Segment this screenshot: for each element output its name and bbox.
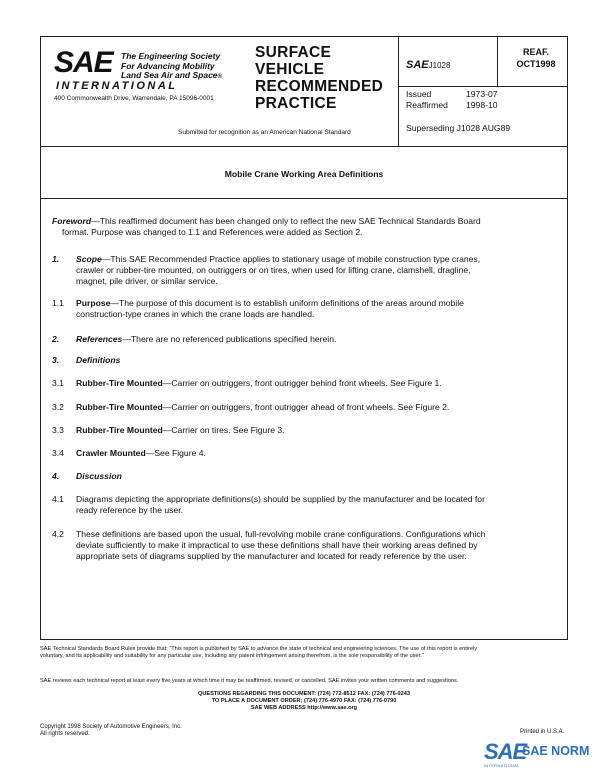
foreword-label: Foreword xyxy=(52,216,92,226)
section-number: 4. xyxy=(52,471,60,481)
issued-value: 1973-07 xyxy=(466,89,498,99)
section-number: 3.4 xyxy=(52,448,64,458)
printed-in: Printed in U.S.A. xyxy=(520,729,565,735)
section-text: —This SAE Recommended Practice applies to stationary usage of mobile construction type cranes, xyxy=(101,254,481,264)
section-number: 3.1 xyxy=(52,378,64,388)
discussion-item xyxy=(76,529,485,562)
section-text: —Carrier on outriggers, front outrigger ahead of front wheels. See Figure 2. xyxy=(162,402,450,412)
international-label: INTERNATIONAL xyxy=(56,80,178,92)
section-label: Rubber-Tire Mounted xyxy=(76,378,163,388)
section-number: 3. xyxy=(52,355,60,365)
section-label: References xyxy=(76,334,123,344)
foreword-dash: — xyxy=(91,216,100,226)
title-divider xyxy=(40,198,568,199)
header-divider xyxy=(40,146,568,147)
order-line: TO PLACE A DOCUMENT ORDER; (724) 776-4970 FAX: (724) 776-0790 xyxy=(211,698,397,704)
section-number: 4.1 xyxy=(52,494,64,504)
section-text: —There are no referenced publications specified herein. xyxy=(122,334,337,344)
document-title: Mobile Crane Working Area Definitions xyxy=(224,169,384,179)
section-discussion: Discussion xyxy=(76,471,122,481)
section-number: 2. xyxy=(52,334,60,344)
section-label: Purpose xyxy=(76,298,111,308)
section-text: These definitions are based upon the usual, full-revolving mobile crane configurations. Configurations which xyxy=(76,529,486,539)
sae-norm-watermark xyxy=(484,741,596,769)
policy-notice xyxy=(40,646,570,660)
definition-item xyxy=(76,448,206,459)
tagline-line: Land Sea Air and Space xyxy=(121,70,218,80)
section-references xyxy=(76,334,336,345)
copyright-block xyxy=(40,724,182,738)
section-text: ready reference by the user. xyxy=(76,505,184,515)
section-text: crawler or rubber-tire mounted, on outriggers or on tires, when used for lifting crane, clamshell, dragline, xyxy=(76,265,471,275)
submitted-note: Submitted for recognition as an American National Standard xyxy=(178,129,351,136)
review-notice: SAE reviews each technical report at least every five years at which time it may be reaffirmed, revised, or cancelled. SAE invites your written comments and suggestions. xyxy=(40,678,459,684)
definition-item xyxy=(76,402,449,413)
section-number: 1.1 xyxy=(52,298,64,308)
section-text: —See Figure 4. xyxy=(145,448,206,458)
section-text: appropriate sets of diagrams supplied by the manufacturer and located for ready reference by the user. xyxy=(76,551,467,561)
section-text: —The purpose of this document is to establish uniform definitions of the areas around mobile xyxy=(110,298,464,308)
society-tagline xyxy=(121,52,222,83)
section-text: Diagrams depicting the appropriate definitions(s) should be supplied by the manufacturer and be located for xyxy=(76,494,485,504)
definition-item xyxy=(76,425,285,436)
document-type xyxy=(255,44,383,112)
document-number xyxy=(406,55,450,73)
questions-line: QUESTIONS REGARDING THIS DOCUMENT: (724) 772-8512 FAX: (724) 776-0243 xyxy=(197,691,410,697)
foreword xyxy=(52,216,481,238)
registered-mark: ® xyxy=(217,74,222,80)
section-label: Rubber-Tire Mounted xyxy=(76,402,163,412)
section-text: magnet, pile driver, or similar service. xyxy=(76,276,218,286)
watermark-sub: INTERNATIONAL xyxy=(484,763,520,768)
tagline-line: The Engineering Society xyxy=(121,51,221,61)
section-text: construction-type cranes in which the crane loads are handled. xyxy=(76,309,315,319)
tagline-line: For Advancing Mobility xyxy=(121,60,215,71)
sae-small-logo: SAE xyxy=(406,59,429,71)
section-text: —Carrier on outriggers, front outrigger behind front wheels. See Figure 1. xyxy=(162,378,442,388)
policy-line: SAE Technical Standards Board Rules provide that: "This report is published by SAE to advance the state of technical and engineering sciences. The use of this report is entirely xyxy=(40,646,478,652)
reaf-date: OCT1998 xyxy=(516,59,556,69)
section-label: Scope xyxy=(76,254,102,264)
doc-number: J1028 xyxy=(428,61,451,70)
rights-line: All rights reserved. xyxy=(40,731,90,737)
section-text: —Carrier on tires. See Figure 3. xyxy=(162,425,285,435)
web-address: SAE WEB ADDRESS http://www.sae.org xyxy=(250,705,358,711)
copyright-line: Copyright 1998 Society of Automotive Engineers, Inc. xyxy=(40,724,182,730)
watermark-name: SAE NORM xyxy=(522,744,590,758)
policy-line: voluntary, and its applicability and suitability for any particular use, including any patent infringement arising therefrom, is the sole responsibility of the user." xyxy=(40,653,424,659)
section-number: 4.2 xyxy=(52,529,64,539)
doc-type-line: SURFACE xyxy=(255,44,332,61)
reaffirmed-label: Reaffirmed xyxy=(406,100,448,110)
section-number: 3.3 xyxy=(52,425,64,435)
doc-type-line: VEHICLE xyxy=(255,61,325,78)
section-label: Crawler Mounted xyxy=(76,448,146,458)
address: 400 Commonwealth Drive, Warrendale, PA 15096-0001 xyxy=(54,95,214,102)
superseding-note: Superseding J1028 AUG89 xyxy=(406,123,511,133)
reaffirmation-stamp xyxy=(508,46,564,70)
section-number: 3.2 xyxy=(52,402,64,412)
contact-block xyxy=(40,691,568,712)
foreword-text: format. Purpose was changed to 1.1 and References were added as Section 2. xyxy=(62,227,363,237)
foreword-text: This reaffirmed document has been changed only to reflect the new SAE Technical Standards Board xyxy=(99,216,481,226)
header-hline xyxy=(398,86,568,87)
header-vline xyxy=(398,36,399,146)
doc-type-line: RECOMMENDED xyxy=(255,78,384,95)
issued-label: Issued xyxy=(406,89,432,99)
section-scope xyxy=(76,254,480,287)
reaf-label: REAF. xyxy=(522,47,549,57)
section-purpose xyxy=(76,298,464,320)
section-number: 1. xyxy=(52,254,60,264)
doc-type-line: PRACTICE xyxy=(255,95,337,112)
section-label: Rubber-Tire Mounted xyxy=(76,425,163,435)
definition-item xyxy=(76,378,442,389)
section-text: deviate sufficiently to make it impractical to use these definitions shall have their working areas defined by xyxy=(76,540,478,550)
sae-logo: SAE xyxy=(54,46,113,79)
section-definitions: Definitions xyxy=(76,355,121,365)
reaffirmed-value: 1998-10 xyxy=(466,100,498,110)
header-vline-2 xyxy=(497,36,498,86)
discussion-item xyxy=(76,494,485,516)
watermark-logo: SAE xyxy=(484,739,527,764)
